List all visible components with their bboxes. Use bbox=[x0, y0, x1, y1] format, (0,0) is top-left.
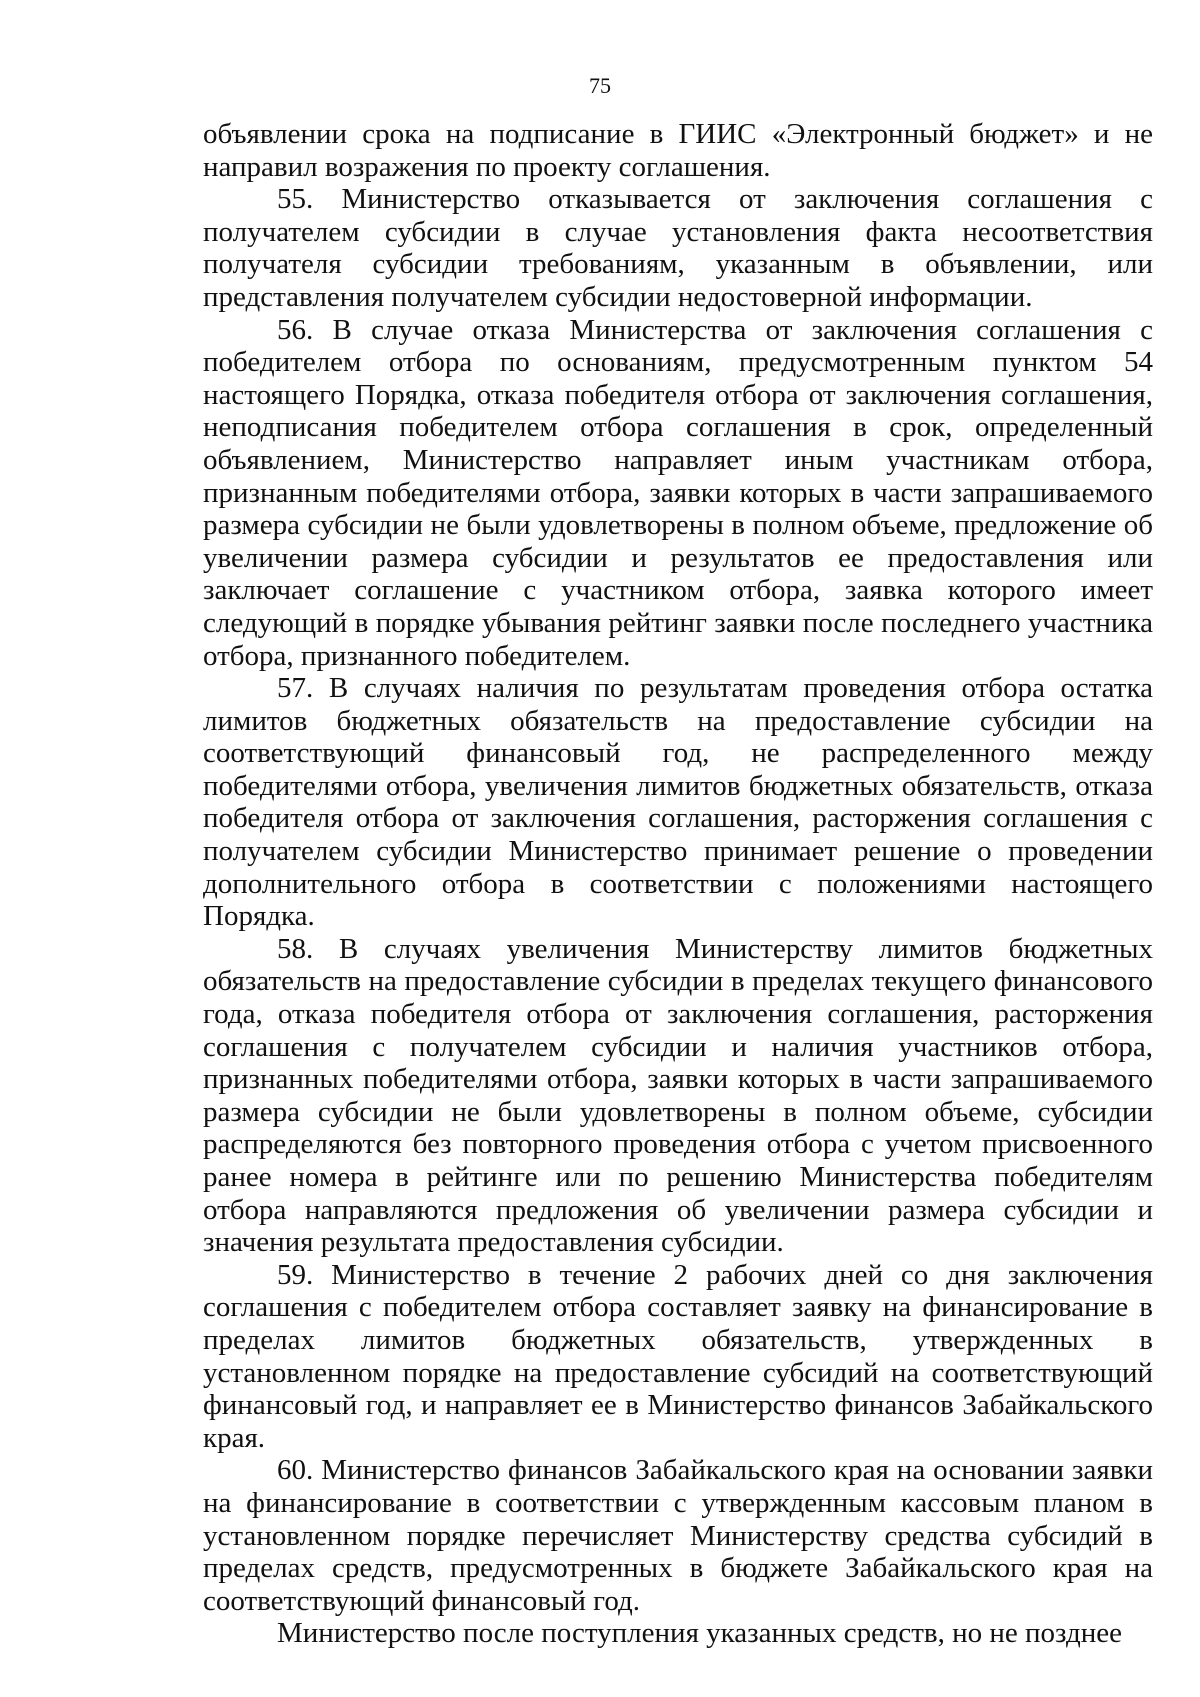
paragraph-55: 55. Министерство отказывается от заключения соглашения с получателем субсидии в случае установления факта несоответствия получателя субсидии требованиям, указанным в объявлении, или представления получателем субсидии недостоверной информации. bbox=[203, 183, 1153, 313]
paragraph-58: 58. В случаях увеличения Министерству лимитов бюджетных обязательств на предоставление субсидии в пределах текущего финансового года, отказа победителя отбора от заключения соглашения, расторжения соглашения с получателем субсидии и наличия участников отбора, признанных победителями отбора, заявки которых в части запрашиваемого размера субсидии не были удовлетворены в полном объеме, субсидии распределяются без повторного проведения отбора с учетом присвоенного ранее номера в рейтинге или по решению Министерства победителям отбора направляются предложения об увеличении размера субсидии и значения результата предоставления субсидии. bbox=[203, 932, 1153, 1259]
paragraph-60-continuation: Министерство после поступления указанных средств, но не позднее bbox=[277, 1617, 1123, 1650]
paragraph-59: 59. Министерство в течение 2 рабочих дней со дня заключения соглашения с победителем отбора составляет заявку на финансирование в пределах лимитов бюджетных обязательств, утвержденных в установленном порядке на предоставление субсидий на соответствующий финансовый год, и направляет ее в Министерство финансов Забайкальского края. bbox=[203, 1258, 1153, 1454]
paragraph-60: 60. Министерство финансов Забайкальского края на основании заявки на финансирование в соответствии с утвержденным кассовым планом в установленном порядке перечисляет Министерству средства субсидий в пределах средств, предусмотренных в бюджете Забайкальского края на соответствующий финансовый год. bbox=[203, 1454, 1153, 1617]
document-body bbox=[203, 118, 1153, 1650]
paragraph-56: 56. В случае отказа Министерства от заключения соглашения с победителем отбора по основаниям, предусмотренным пунктом 54 настоящего Порядка, отказа победителя отбора от заключения соглашения, неподписания победителем отбора соглашения в срок, определенный объявлением, Министерство направляет иным участникам отбора, признанным победителями отбора, заявки которых в части запрашиваемого размера субсидии не были удовлетворены в полном объеме, предложение об увеличении размера субсидии и результатов ее предоставления или заключает соглашение с участником отбора, заявка которого имеет следующий в порядке убывания рейтинг заявки после последнего участника отбора, признанного победителем. bbox=[203, 313, 1153, 672]
paragraph-continuation: объявлении срока на подписание в ГИИС «Электронный бюджет» и не направил возражения по проекту соглашения. bbox=[203, 118, 1153, 183]
page-number: 75 bbox=[589, 73, 611, 98]
paragraph-57: 57. В случаях наличия по результатам проведения отбора остатка лимитов бюджетных обязательств на предоставление субсидии на соответствующий финансовый год, не распределенного между победителями отбора, увеличения лимитов бюджетных обязательств, отказа победителя отбора от заключения соглашения, расторжения соглашения с получателем субсидии Министерство принимает решение о проведении дополнительного отбора в соответствии с положениями настоящего Порядка. bbox=[203, 672, 1153, 933]
